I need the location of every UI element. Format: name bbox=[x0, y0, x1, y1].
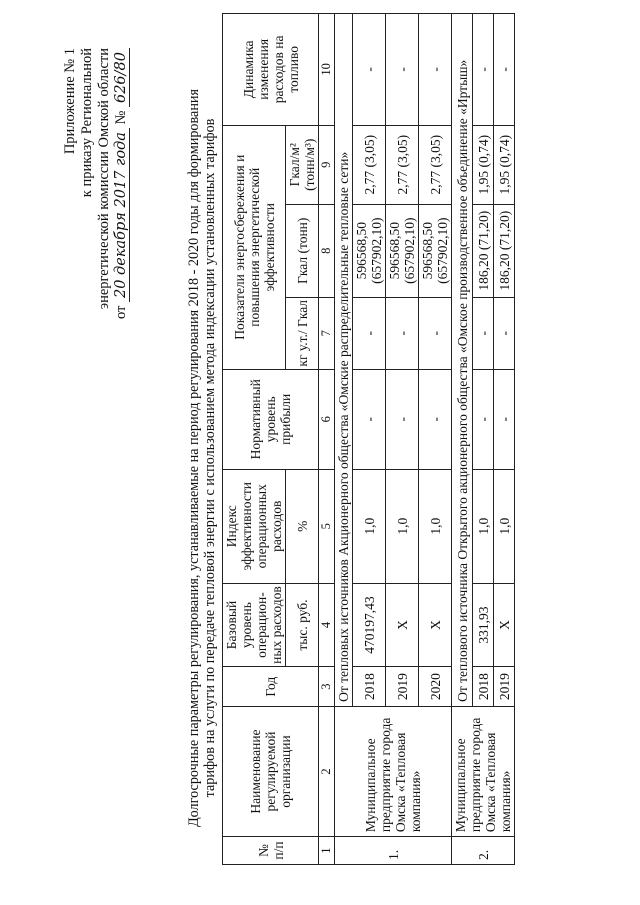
cell-index: 1,0 bbox=[353, 469, 386, 583]
cell-energy-2: 186,20 (71,20) bbox=[494, 204, 515, 297]
cell-base: X bbox=[494, 583, 515, 667]
unit-energy-1: кг у.т./ Гкал bbox=[286, 297, 319, 369]
document-title bbox=[186, 23, 218, 893]
cell-energy-3: 1,95 (0,74) bbox=[494, 125, 515, 204]
cell-dynamics: - bbox=[353, 14, 386, 126]
cell-index: 1,0 bbox=[386, 469, 419, 583]
cell-energy-2: 596568,50 (657902,10) bbox=[353, 204, 386, 297]
cell-energy-3: 1,95 (0,74) bbox=[473, 125, 494, 204]
cell-energy-2: 596568,50 (657902,10) bbox=[419, 204, 452, 297]
cell-energy-3: 2,77 (3,05) bbox=[353, 125, 386, 204]
cell-profit: - bbox=[353, 369, 386, 469]
cell-base: X bbox=[419, 583, 452, 667]
title-line-2: тарифов на услуги по передаче тепловой энергии с использованием метода индексации установленных тарифов bbox=[202, 118, 218, 798]
cell-energy-3: 2,77 (3,05) bbox=[386, 125, 419, 204]
col-number: 7 bbox=[319, 297, 335, 369]
cell-energy-1: - bbox=[353, 297, 386, 369]
cell-index: 1,0 bbox=[419, 469, 452, 583]
row-number: 2. bbox=[452, 837, 515, 865]
header-profit: Нормативный уровень прибыли bbox=[223, 369, 319, 469]
cell-profit: - bbox=[494, 369, 515, 469]
cell-energy-2: 596568,50 (657902,10) bbox=[386, 204, 419, 297]
col-number: 5 bbox=[319, 469, 335, 583]
cell-year: 2019 bbox=[494, 667, 515, 707]
cell-index: 1,0 bbox=[473, 469, 494, 583]
appendix-commission-line: энергетической комиссии Омской области bbox=[96, 48, 112, 310]
cell-dynamics: - bbox=[473, 14, 494, 126]
cell-energy-3: 2,77 (3,05) bbox=[419, 125, 452, 204]
cell-base: 331,93 bbox=[473, 583, 494, 667]
cell-dynamics: - bbox=[419, 14, 452, 126]
appendix-date-line bbox=[113, 48, 130, 319]
section-row bbox=[335, 14, 353, 865]
unit-base: тыс. руб. bbox=[286, 583, 319, 667]
handwritten-date: 20 декабря 2017 года bbox=[113, 128, 130, 302]
title-line-1: Долгосрочные параметры регулирования, устанавливаемые на период регулирования 2018 - 2020 годы для формирования bbox=[186, 88, 202, 828]
cell-energy-1: - bbox=[494, 297, 515, 369]
cell-energy-2: 186,20 (71,20) bbox=[473, 204, 494, 297]
cell-year: 2020 bbox=[419, 667, 452, 707]
org-name: Муниципальное предприятие города Омска «Тепловая компания» bbox=[452, 706, 515, 836]
appendix-header bbox=[62, 48, 130, 319]
col-number: 9 bbox=[319, 125, 335, 204]
col-number: 10 bbox=[319, 14, 335, 126]
appendix-title: Приложение № 1 bbox=[62, 48, 78, 155]
col-number: 2 bbox=[319, 706, 335, 836]
header-index: Индекс эффективности операционных расходов bbox=[223, 469, 286, 583]
col-number: 6 bbox=[319, 369, 335, 469]
row-number: 1. bbox=[335, 837, 452, 865]
col-number: 4 bbox=[319, 583, 335, 667]
org-name: Муниципальное предприятие города Омска «Тепловая компания» bbox=[335, 706, 452, 836]
section-heading: От тепловых источников Акционерного общества «Омские распределительные тепловые сети» bbox=[335, 14, 353, 707]
section-row bbox=[452, 14, 473, 865]
cell-base: X bbox=[386, 583, 419, 667]
header-row bbox=[223, 14, 286, 865]
cell-energy-1: - bbox=[386, 297, 419, 369]
unit-index: % bbox=[286, 469, 319, 583]
cell-profit: - bbox=[386, 369, 419, 469]
cell-year: 2018 bbox=[353, 667, 386, 707]
cell-index: 1,0 bbox=[494, 469, 515, 583]
header-energy: Показатели энергосбережения и повышения энергетической эффективности bbox=[223, 125, 286, 369]
col-number: 1 bbox=[319, 837, 335, 865]
handwritten-number: 626/80 bbox=[113, 48, 130, 107]
unit-energy-2: Гкал (тонн) bbox=[286, 204, 319, 297]
cell-base: 470197,43 bbox=[353, 583, 386, 667]
cell-profit: - bbox=[473, 369, 494, 469]
parameters-table bbox=[222, 13, 515, 865]
col-number: 3 bbox=[319, 667, 335, 707]
header-dynamics: Динамика изменения расходов на топливо bbox=[223, 14, 319, 126]
cell-dynamics: - bbox=[386, 14, 419, 126]
cell-year: 2018 bbox=[473, 667, 494, 707]
cell-year: 2019 bbox=[386, 667, 419, 707]
header-base: Базовый уровень операцион-ных расходов bbox=[223, 583, 286, 667]
cell-dynamics: - bbox=[494, 14, 515, 126]
from-label: от bbox=[113, 305, 129, 320]
number-label: № bbox=[113, 110, 129, 125]
header-year: Год bbox=[223, 667, 319, 707]
cell-energy-1: - bbox=[473, 297, 494, 369]
header-num: № п/п bbox=[223, 837, 319, 865]
unit-energy-3: Гкал/м² (тонн/м³) bbox=[286, 125, 319, 204]
header-org: Наименование регулируемой организации bbox=[223, 706, 319, 836]
cell-profit: - bbox=[419, 369, 452, 469]
column-number-row bbox=[319, 14, 335, 865]
appendix-order-line: к приказу Региональной bbox=[79, 48, 95, 198]
section-heading: От теплового источника Открытого акционерного общества «Омское производственное объединение «Иртыш» bbox=[452, 14, 473, 707]
col-number: 8 bbox=[319, 204, 335, 297]
cell-energy-1: - bbox=[419, 297, 452, 369]
